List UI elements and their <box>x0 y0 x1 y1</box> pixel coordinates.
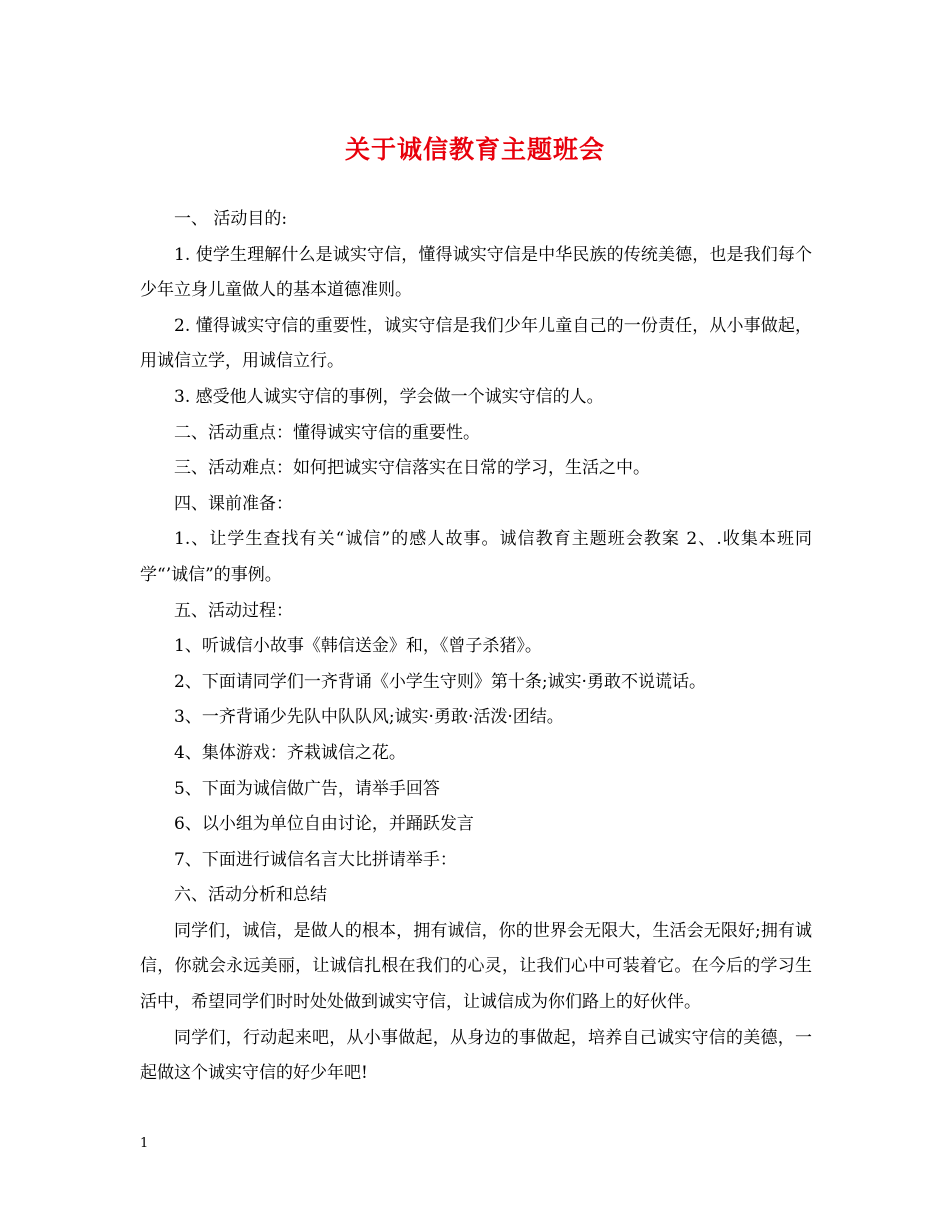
paragraph-10: 1、听诚信小故事《韩信送金》和，《曾子杀猪》。 <box>174 636 542 657</box>
paragraph-18: 同学们，诚信，是做人的根本，拥有诚信，你的世界会无限大，生活会无限好;拥有诚信，你就会永远美丽，让诚信扎根在我们的心灵，让我们心中可装着它。在今后的学习生活中，希望同学们时时处处做到诚实守信，让诚信成为你们路上的好伙伴。 <box>140 920 812 1013</box>
paragraph-9: 五、活动过程： <box>174 600 293 621</box>
paragraph-13: 4、集体游戏：齐栽诚信之花。 <box>174 742 406 763</box>
document-body <box>140 202 812 1092</box>
paragraph-19: 同学们，行动起来吧，从小事做起，从身边的事做起，培养自己诚实守信的美德，一起做这个诚实守信的好少年吧! <box>140 1027 812 1084</box>
paragraph-4: 3. 感受他人诚实守信的事例，学会做一个诚实守信的人。 <box>174 386 604 407</box>
paragraph-14: 5、下面为诚信做广告，请举手回答 <box>174 778 440 799</box>
paragraph-12: 3、一齐背诵少先队中队队风;诚实·勇敢·活泼·团结。 <box>174 707 564 728</box>
paragraph-16: 7、下面进行诚信名言大比拼请举手： <box>174 849 457 870</box>
paragraph-11: 2、下面请同学们一齐背诵《小学生守则》第十条;诚实·勇敢不说谎话。 <box>174 671 706 692</box>
paragraph-5: 二、活动重点：懂得诚实守信的重要性。 <box>174 422 480 443</box>
paragraph-7: 四、课前准备： <box>174 493 293 514</box>
paragraph-1: 一、 活动目的: <box>174 209 288 229</box>
page-number: 1 <box>140 1136 149 1151</box>
paragraph-2: 1. 使学生理解什么是诚实守信，懂得诚实守信是中华民族的传统美德，也是我们每个少年立身儿童做人的基本道德准则。 <box>140 244 812 301</box>
document-title: 关于诚信教育主题班会 <box>344 135 605 164</box>
paragraph-6: 三、活动难点：如何把诚实守信落实在日常的学习，生活之中。 <box>174 458 650 479</box>
paragraph-17: 六、活动分析和总结 <box>174 885 327 906</box>
paragraph-3: 2. 懂得诚实守信的重要性，诚实守信是我们少年儿童自己的一份责任，从小事做起，用诚信立学，用诚信立行。 <box>140 315 812 372</box>
paragraph-15: 6、以小组为单位自由讨论，并踊跃发言 <box>174 814 474 835</box>
paragraph-8: 1.、让学生查找有关“诚信”的感人故事。诚信教育主题班会教案 2、.收集本班同学“’诚信”的事例。 <box>140 529 812 585</box>
